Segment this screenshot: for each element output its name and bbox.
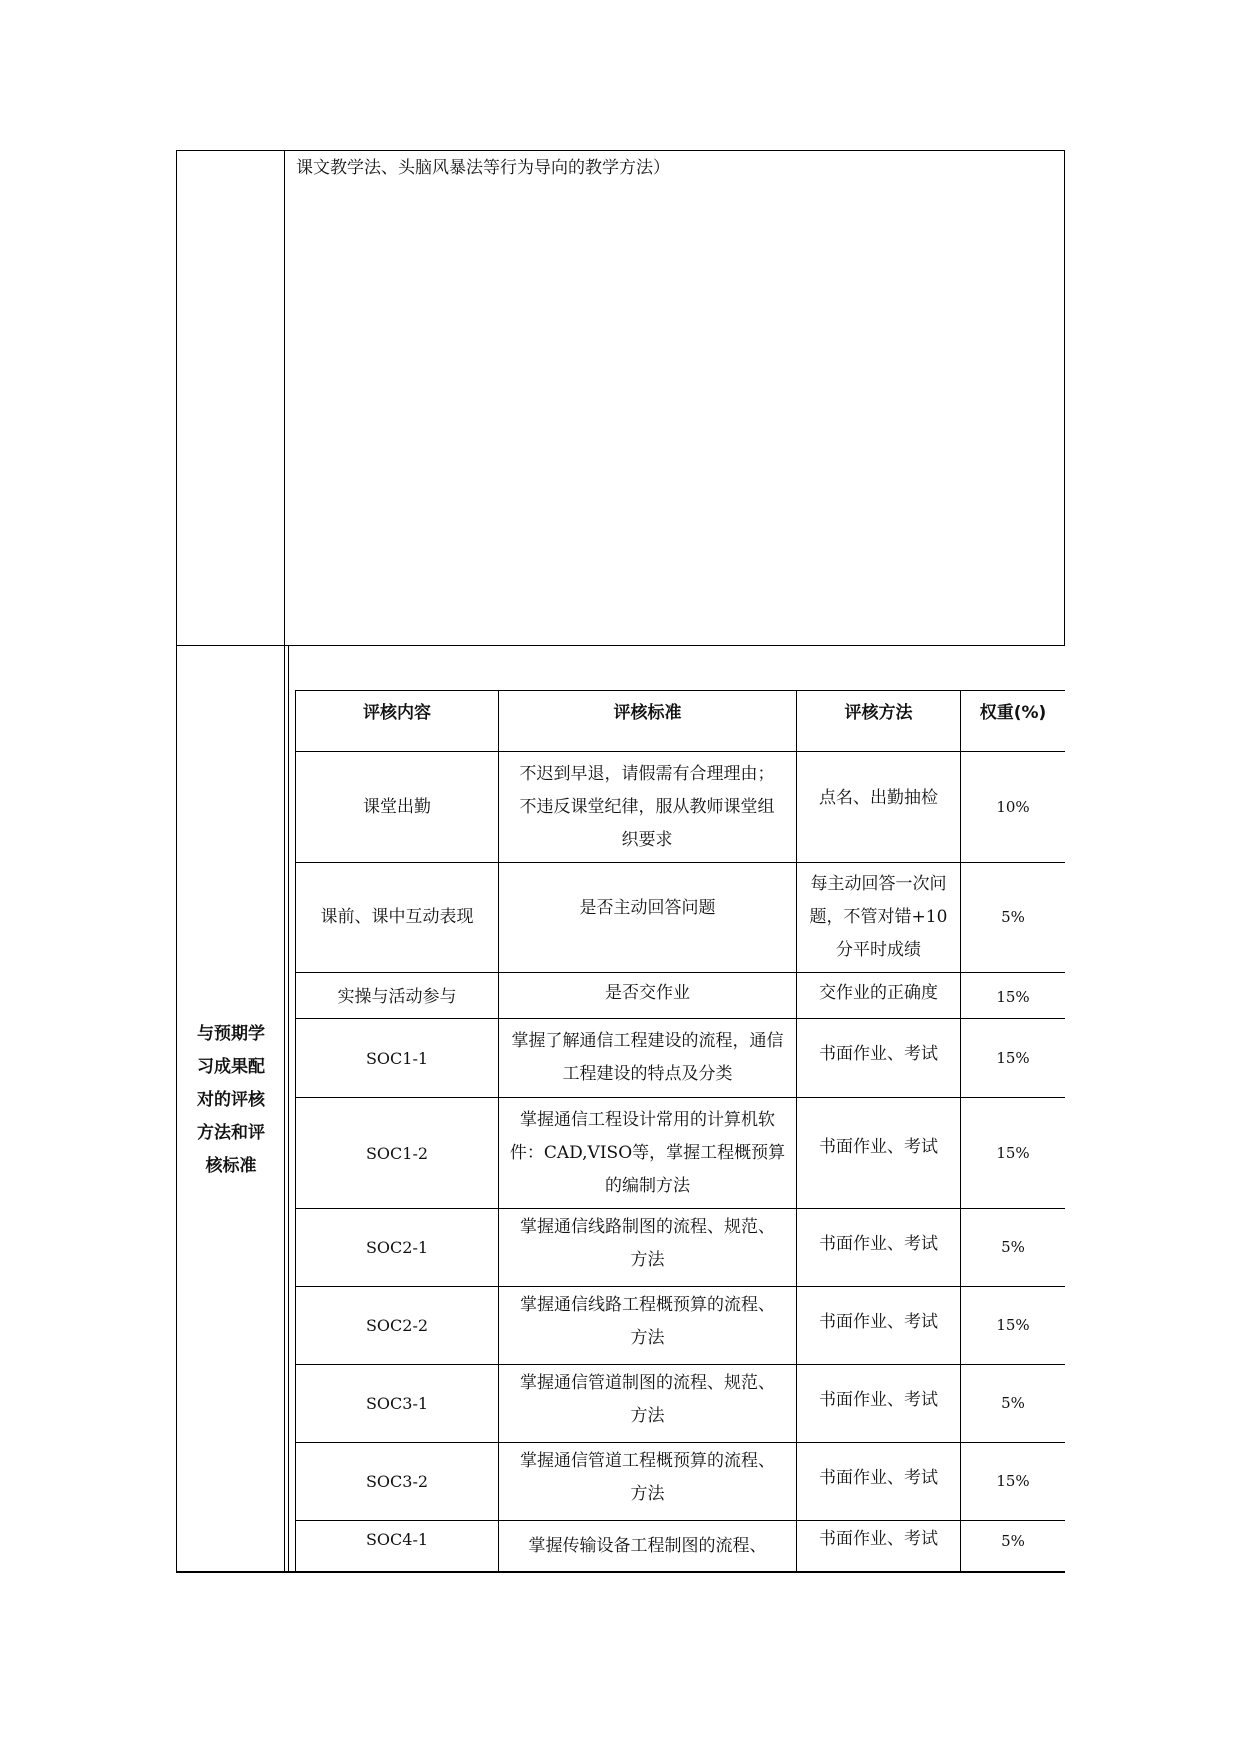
row1-standard: 不迟到早退，请假需有合理理由；不违反课堂纪律，服从教师课堂组织要求 (519, 763, 775, 850)
row2-method: 每主动回答一次问题，不管对错+10分平时成绩 (809, 874, 948, 960)
header-weight: 权重(%) (979, 703, 1047, 723)
row5-weight: 15% (996, 1143, 1030, 1162)
row3-weight: 15% (996, 987, 1030, 1006)
row4-content: SOC1-1 (365, 1048, 429, 1068)
outer-col-divider-inner (288, 646, 289, 1572)
row6-weight: 5% (1001, 1238, 1025, 1256)
row5-method: 书面作业、考试 (819, 1136, 938, 1157)
row1-weight: 10% (996, 797, 1030, 816)
row3-method: 交作业的正确度 (819, 982, 938, 1003)
row4-method: 书面作业、考试 (819, 1043, 938, 1064)
row5-content: SOC1-2 (365, 1143, 429, 1163)
row2-standard: 是否主动回答问题 (579, 897, 716, 918)
row10-method: 书面作业、考试 (819, 1528, 938, 1549)
header-content: 评核内容 (363, 703, 431, 723)
outer-left-border (176, 150, 177, 1572)
row7-standard: 掌握通信线路工程概预算的流程、方法 (520, 1295, 775, 1348)
row1-method: 点名、出勤抽检 (819, 787, 938, 808)
outer-bottom-border (176, 1571, 1065, 1573)
row1-content: 课堂出勤 (363, 796, 431, 817)
row7-method: 书面作业、考试 (819, 1311, 938, 1332)
table-col-line (498, 690, 499, 1572)
row5-standard: 掌握通信工程设计常用的计算机软件：CAD,VISO等，掌握工程概预算的编制方法 (509, 1109, 786, 1196)
row10-content: SOC4-1 (365, 1529, 429, 1549)
row9-content: SOC3-2 (365, 1472, 429, 1491)
outer-col-divider (284, 150, 285, 1572)
outer-top-border (176, 150, 1065, 151)
row9-standard: 掌握通信管道工程概预算的流程、方法 (520, 1451, 775, 1504)
row8-content: SOC3-1 (365, 1394, 429, 1413)
row7-content: SOC2-2 (365, 1316, 429, 1335)
row3-content: 实操与活动参与 (337, 986, 457, 1007)
row3-standard: 是否交作业 (605, 982, 690, 1003)
row6-standard: 掌握通信线路制图的流程、规范、方法 (520, 1217, 775, 1270)
row6-method: 书面作业、考试 (819, 1233, 938, 1254)
row8-method: 书面作业、考试 (819, 1389, 938, 1410)
row4-standard: 掌握了解通信工程建设的流程，通信工程建设的特点及分类 (511, 1031, 784, 1084)
outer-row-divider (176, 645, 1065, 646)
row2-content: 课前、课中互动表现 (320, 907, 474, 927)
row6-content: SOC2-1 (365, 1238, 429, 1257)
row8-weight: 5% (1001, 1394, 1025, 1412)
section-label: 与预期学习成果配对的评核方法和评核标准 (197, 1024, 265, 1176)
header-method: 评核方法 (844, 703, 913, 723)
row9-method: 书面作业、考试 (819, 1467, 938, 1488)
row10-standard: 掌握传输设备工程制图的流程、 (528, 1535, 767, 1556)
row2-weight: 5% (1001, 908, 1025, 926)
row7-weight: 15% (996, 1316, 1030, 1334)
row9-weight: 15% (996, 1472, 1030, 1490)
row4-weight: 15% (996, 1048, 1030, 1067)
row10-weight: 5% (1001, 1531, 1025, 1550)
row8-standard: 掌握通信管道制图的流程、规范、方法 (520, 1373, 775, 1426)
teaching-method-text: 课文教学法、头脑风暴法等行为导向的教学方法） (296, 158, 670, 178)
header-standard: 评核标准 (613, 703, 682, 723)
outer-right-border (1064, 150, 1065, 645)
